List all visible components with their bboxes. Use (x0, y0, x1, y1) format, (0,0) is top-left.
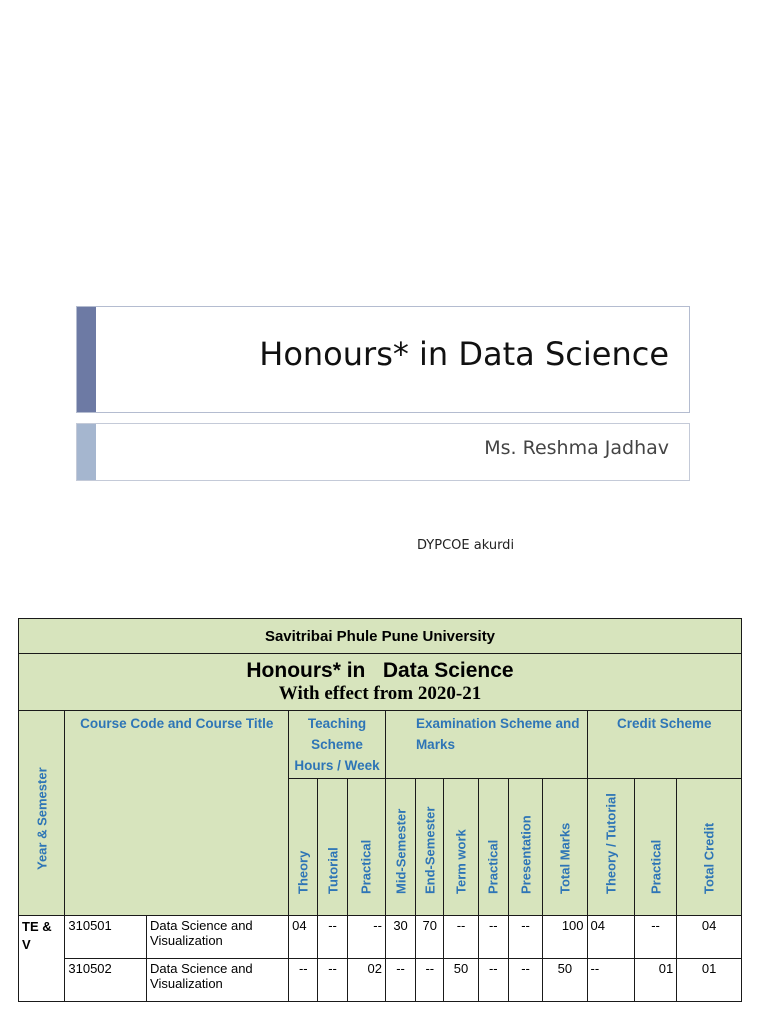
syllabus-table-image (18, 618, 742, 1024)
value-cell: 100 (543, 916, 587, 959)
course-title: Data Science and Visualization (147, 916, 289, 959)
value-cell: -- (508, 959, 542, 1002)
value-cell: -- (634, 916, 676, 959)
value-cell: -- (587, 959, 634, 1002)
course-code: 310502 (65, 959, 147, 1002)
sub-header: End-Semester (416, 779, 444, 916)
value-cell: 04 (677, 916, 742, 959)
program-heading (19, 654, 742, 711)
value-cell: 04 (587, 916, 634, 959)
value-cell: -- (318, 959, 347, 1002)
institute-label: DYPCOE akurdi (417, 538, 515, 553)
year-semester-label: Year & Semester (34, 767, 50, 870)
sub-header: Total Credit (677, 779, 742, 916)
credit-scheme-header: Credit Scheme (587, 711, 741, 779)
value-cell: -- (478, 916, 508, 959)
sub-header: Practical (634, 779, 676, 916)
university-heading: Savitribai Phule Pune University (19, 619, 742, 654)
sub-header: Presentation (508, 779, 542, 916)
value-cell: -- (478, 959, 508, 1002)
title-placeholder (76, 306, 690, 413)
year-semester-header (19, 711, 65, 916)
sub-header: Theory (289, 779, 318, 916)
sub-header: Term work (444, 779, 478, 916)
year-cell: TE & V (19, 916, 65, 1002)
value-cell: -- (416, 959, 444, 1002)
title-accent-bar (77, 307, 96, 412)
value-cell: 02 (347, 959, 385, 1002)
presenter-name: Ms. Reshma Jadhav (484, 437, 669, 459)
course-code: 310501 (65, 916, 147, 959)
value-cell: -- (289, 959, 318, 1002)
subtitle-placeholder (76, 423, 690, 481)
value-cell: 01 (677, 959, 742, 1002)
sub-header: Practical (347, 779, 385, 916)
teaching-scheme-header: Teaching Scheme Hours / Week (289, 711, 386, 779)
sub-header: Tutorial (318, 779, 347, 916)
value-cell: -- (444, 916, 478, 959)
sub-header: Mid-Semester (385, 779, 415, 916)
value-cell: -- (318, 916, 347, 959)
sub-header: Theory / Tutorial (587, 779, 634, 916)
sub-header: Practical (478, 779, 508, 916)
value-cell: 04 (289, 916, 318, 959)
value-cell: -- (347, 916, 385, 959)
value-cell: 70 (416, 916, 444, 959)
program-title: Honours* in Data Science (246, 659, 514, 682)
exam-scheme-header: Examination Scheme and Marks (385, 711, 587, 779)
effect-date: With effect from 2020-21 (278, 683, 482, 704)
course-title: Data Science and Visualization (147, 959, 289, 1002)
slide-title: Honours* in Data Science (259, 335, 669, 373)
value-cell: 50 (543, 959, 587, 1002)
value-cell: 30 (385, 916, 415, 959)
course-header: Course Code and Course Title (65, 711, 289, 916)
sub-header: Total Marks (543, 779, 587, 916)
value-cell: 01 (634, 959, 676, 1002)
value-cell: 50 (444, 959, 478, 1002)
syllabus-table (18, 618, 742, 1002)
value-cell: -- (385, 959, 415, 1002)
value-cell: -- (508, 916, 542, 959)
subtitle-accent-bar (77, 424, 96, 480)
